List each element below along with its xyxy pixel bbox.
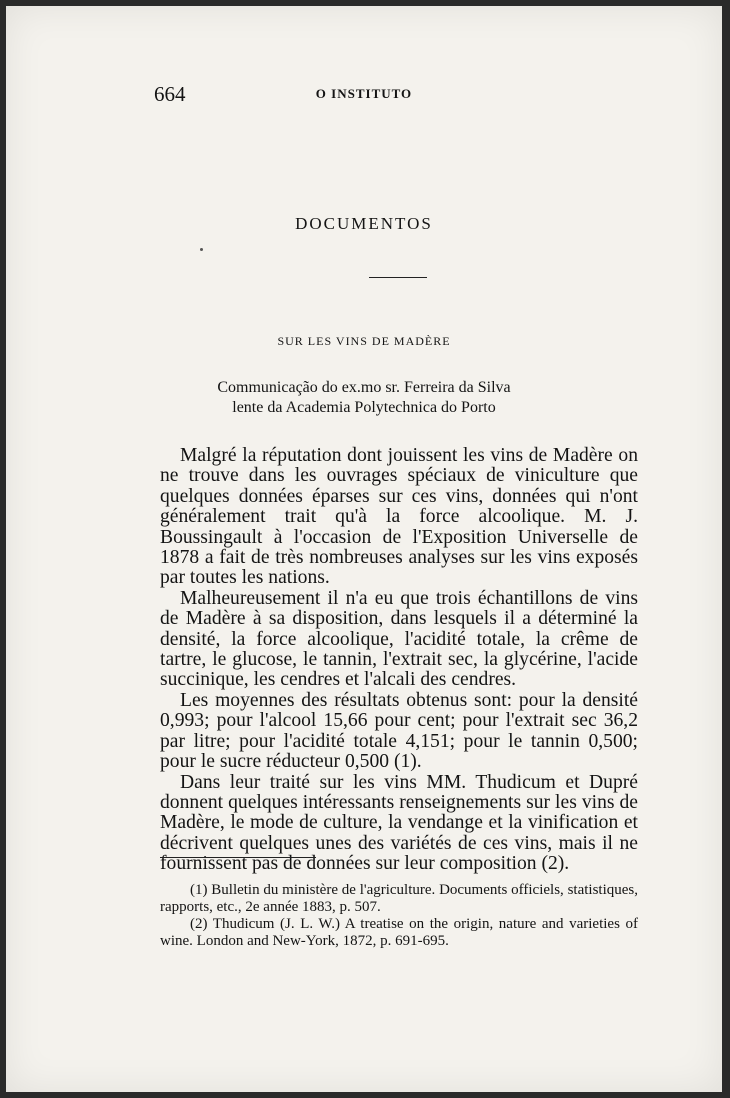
section-title: DOCUMENTOS xyxy=(295,214,433,233)
page-header xyxy=(6,82,722,108)
title-divider xyxy=(369,277,427,278)
footnotes xyxy=(160,882,638,950)
print-speck xyxy=(200,248,203,251)
body-text xyxy=(160,446,638,875)
paragraph-1: Malgré la réputation dont jouissent les vins de Madère on ne trouve dans les ouvrages spéciaux de viniculture que quelques données éparses sur ces vins, données qui n'ont généralement trait qu'à la force alcoolique. M. J. Boussingault à l'occasion de l'Exposition Universelle de 1878 a fait de très nombreuses analyses sur les vins exposés par toutes les nations. xyxy=(160,445,638,589)
byline xyxy=(6,378,722,418)
page-number: 664 xyxy=(154,82,186,106)
byline-line-1: Communicação do ex.mo sr. Ferreira da Silva xyxy=(217,379,511,396)
byline-line-2: lente da Academia Polytechnica do Porto xyxy=(232,399,496,416)
footnote-divider xyxy=(160,857,316,858)
article-title: SUR LES VINS DE MADÈRE xyxy=(277,334,451,348)
paragraph-3: Les moyennes des résultats obtenus sont: pour la densité 0,993; pour l'alcool 15,66 pour cent; pour l'extrait sec 36,2 par litre; pour l'acidité totale 4,151; pour le tannin 0,500; pour le sucre réducteur 0,500 (1). xyxy=(160,689,638,773)
page xyxy=(6,6,722,1092)
paragraph-4: Dans leur traité sur les vins MM. Thudicum et Dupré donnent quelques intéressants renseignements sur les vins de Madère, le mode de culture, la vendange et la vinification et décrivent quelques unes des variétés de ces vins, mais il ne fournissent pas de données sur leur composition (2). xyxy=(160,771,638,875)
running-title: O INSTITUTO xyxy=(315,86,413,101)
paragraph-2: Malheureusement il n'a eu que trois échantillons de vins de Madère à sa disposition, dans lesquels il a déterminé la densité, la force alcoolique, l'acidité totale, la crême de tartre, le glucose, le tannin, l'extrait sec, la glycérine, l'acide succinique, les cendres et l'alcali des cendres. xyxy=(160,587,638,691)
footnote-1: (1) Bulletin du ministère de l'agriculture. Documents officiels, statistiques, rapports, etc., 2e année 1883, p. 507. xyxy=(160,882,638,915)
footnote-2: (2) Thudicum (J. L. W.) A treatise on the origin, nature and varieties of wine. London and New-York, 1872, p. 691-695. xyxy=(160,916,638,949)
